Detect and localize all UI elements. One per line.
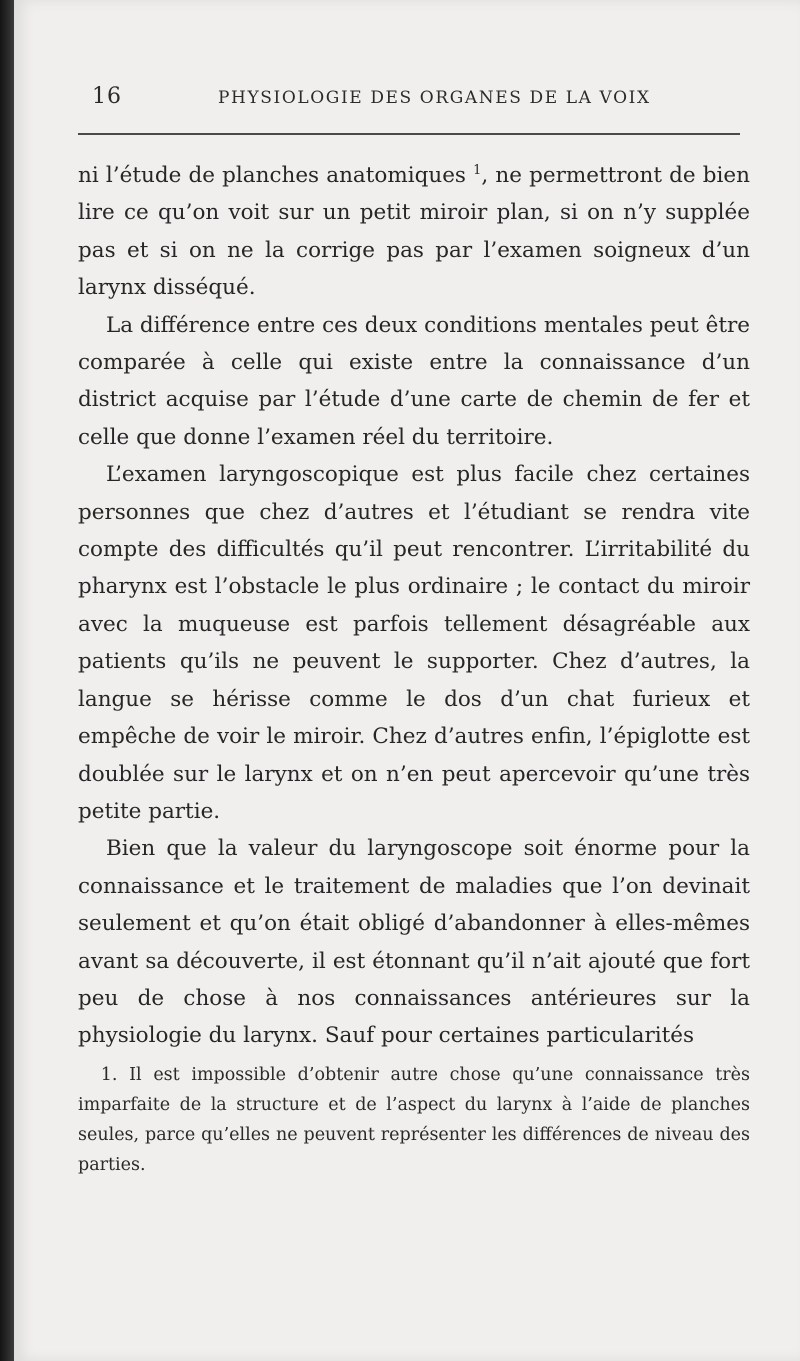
paragraph-continued — [78, 157, 750, 307]
header-rule — [78, 133, 740, 135]
footnote-marker: 1. — [100, 1065, 118, 1085]
footnote-reference: 1 — [473, 162, 482, 178]
paragraph-text: ni l’étude de planches anatomiques — [78, 163, 474, 188]
footnote-text: Il est impossible d’obtenir autre chose qu’une connaissance très imparfaite de la structure et de l’aspect du larynx à l’aide de planches seules, parce qu’elles ne peuvent représenter les différences de niveau des parties. — [78, 1065, 750, 1175]
paragraph: L’examen laryngoscopique est plus facile chez certaines personnes que chez d’autres et l’étudiant se rendra vite compte des difficultés qu’il peut rencontrer. L’irritabilité du pharynx est l’obstacle le plus ordinaire ; le contact du miroir avec la muqueuse est parfois tellement désagréable aux patients qu’ils ne peuvent le supporter. Chez d’autres, la langue se hérisse comme le dos d’un chat furieux et empêche de voir le miroir. Chez d’autres enfin, l’épiglotte est doublée sur le larynx et on n’en peut apercevoir qu’une très petite partie. — [78, 462, 750, 824]
paragraph-text: , ne permettront de bien lire ce qu’on voit sur un petit miroir plan, si on n’y supplée pas et si on ne la corrige pas par l’examen soigneux d’un larynx disséqué. — [78, 163, 750, 301]
running-head — [92, 84, 762, 114]
paragraph: Bien que la valeur du laryngoscope soit énorme pour la connaissance et le traitement de maladies que l’on devinait seulement et qu’on était obligé d’abandonner à elles-mêmes avant sa découverte, il est étonnant qu’il n’ait ajouté que fort peu de chose à nos connaissances antérieures sur la physiologie du larynx. Sauf pour certaines particularités — [78, 836, 750, 1049]
paragraph: La différence entre ces deux conditions mentales peut être comparée à celle qui existe entre la connaissance d’un district acquise par l’étude d’une carte de chemin de fer et celle que donne l’examen réel du territoire. — [78, 312, 750, 450]
book-gutter — [0, 0, 14, 1361]
running-title: PHYSIOLOGIE DES ORGANES DE LA VOIX — [218, 88, 651, 108]
page-number: 16 — [92, 84, 122, 109]
footnote-paragraph — [78, 1060, 750, 1180]
footnote — [78, 1060, 750, 1180]
main-text — [78, 157, 750, 1055]
